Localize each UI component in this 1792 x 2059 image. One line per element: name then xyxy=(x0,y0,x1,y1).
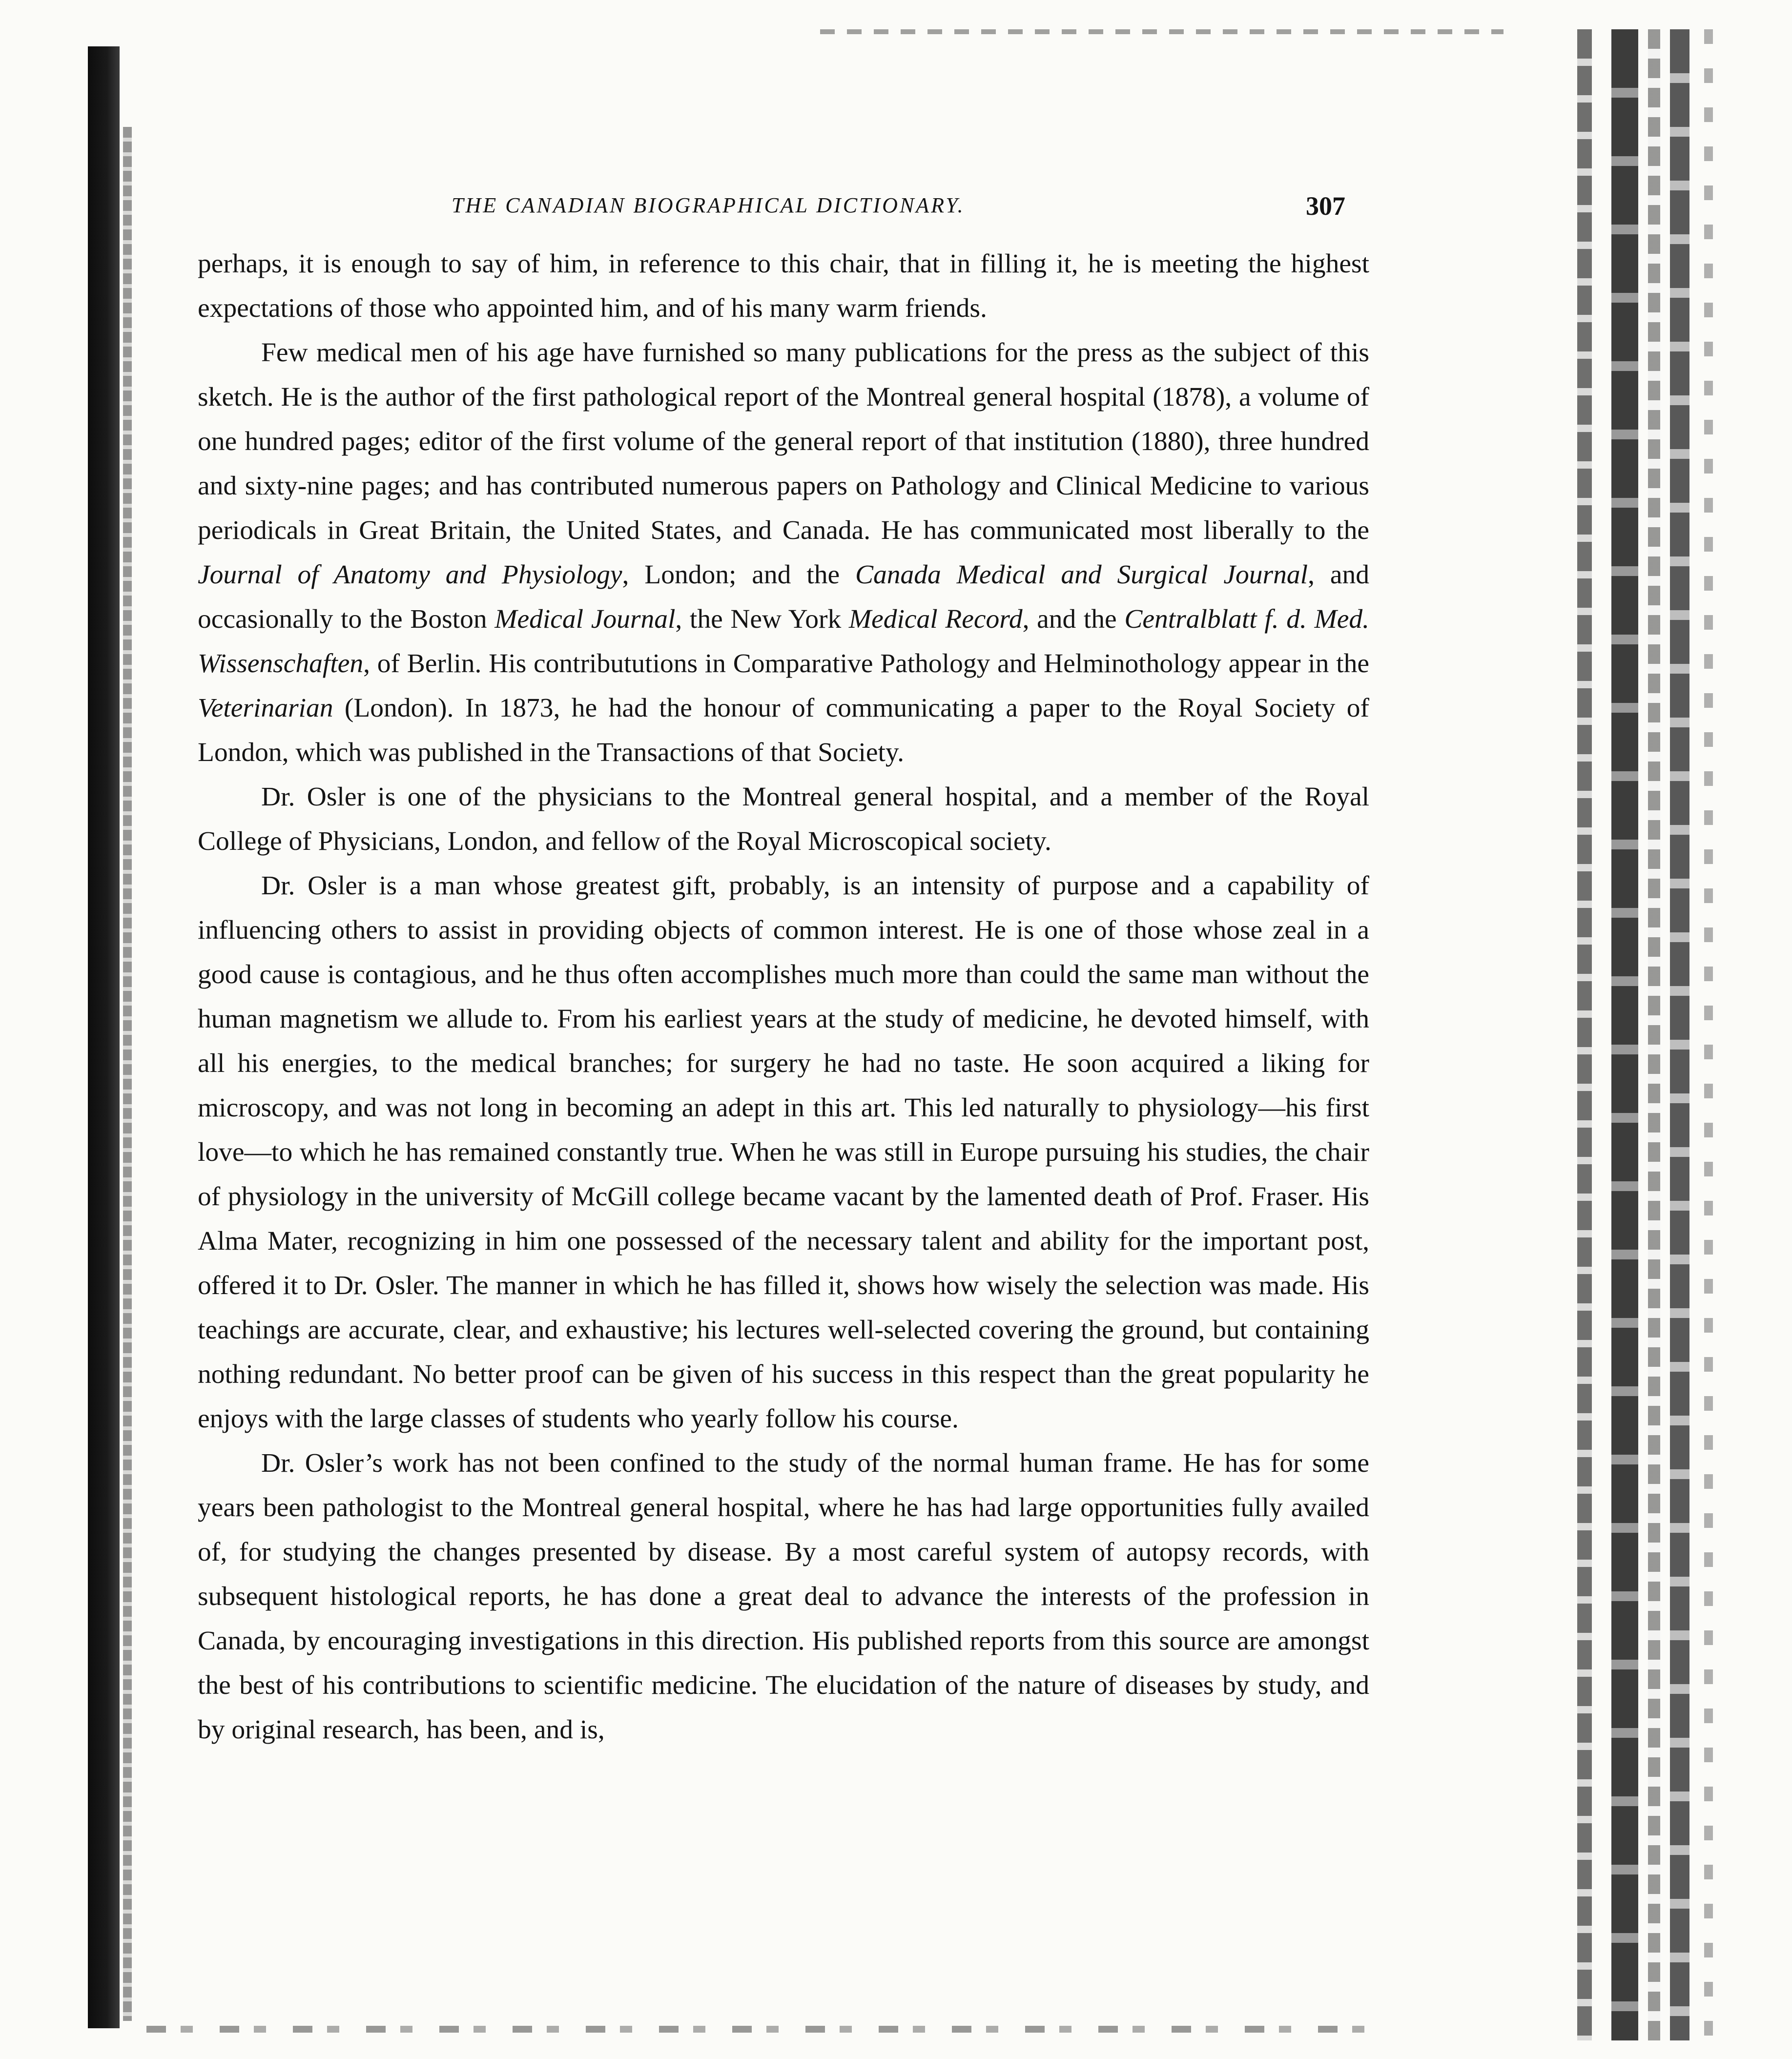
italic-title: Journal of Anatomy and Physiology xyxy=(198,560,622,590)
italic-title: Medical Record xyxy=(848,604,1023,634)
italic-title: Veterinarian xyxy=(198,693,333,723)
text-run: Few medical men of his age have furnished so many publications for the press as the subject of this sketch. He is the author of the first pathological report of the Montreal general hospital (1878), a volume of one hundred pages; editor of the first volume of the general report of that institution (1880), three hundred and sixty-nine pages; and has contributed numerous papers on Pathology and Clinical Medicine to various periodicals in Great Britain, the United States, and Canada. He has communicated most liberally to the xyxy=(198,338,1369,545)
scan-noise-top xyxy=(820,29,1504,34)
italic-title: Canada Medical and Surgical Journal xyxy=(855,560,1308,590)
text-run: (London). In 1873, he had the honour of communicating a paper to the Royal Society of London, which was published in the Transactions of that Society. xyxy=(198,693,1369,767)
running-title: THE CANADIAN BIOGRAPHICAL DICTIONARY. xyxy=(452,193,965,217)
running-head xyxy=(198,193,1369,237)
scan-binding-shadow-left xyxy=(88,46,120,2028)
text-run: , London; and the xyxy=(622,560,855,590)
paragraph xyxy=(198,775,1369,864)
paragraph xyxy=(198,330,1369,775)
scan-binding-noise-left xyxy=(123,127,132,2021)
text-run: , and occasionally to the Boston xyxy=(198,560,1369,634)
text-run: perhaps, it is enough to say of him, in reference to this chair, that in filling it, he is meeting the highest expectations of those who appointed him, and of his many warm friends. xyxy=(198,249,1369,323)
paragraph xyxy=(198,864,1369,1441)
text-run: , and the xyxy=(1022,604,1125,634)
scan-noise-bottom xyxy=(146,2026,1367,2033)
book-page xyxy=(198,193,1369,1752)
body-text xyxy=(198,242,1369,1752)
italic-title: Centralblatt f. d. Med. Wissenschaften xyxy=(198,604,1370,679)
paragraph xyxy=(198,1441,1369,1752)
page-number: 307 xyxy=(1306,191,1345,221)
scan-edge-noise-right xyxy=(1558,29,1792,2040)
text-run: Dr. Osler is a man whose greatest gift, probably, is an intensity of purpose and a capability of influencing others to assist in providing objects of common interest. He is one of those whose zeal in a good cause is contagious, and he thus often accomplishes much more than could the same man without the human magnetism we allude to. From his earliest years at the study of medicine, he devoted himself, with all his energies, to the medical branches; for surgery he had no taste. He soon acquired a liking for microscopy, and was not long in becoming an adept in this art. This led naturally to physiology—his first love—to which he has remained constantly true. When he was still in Europe pursuing his studies, the chair of physiology in the university of McGill college became vacant by the lamented death of Prof. Fraser. His Alma Mater, recognizing in him one possessed of the necessary talent and ability for the important post, offered it to Dr. Osler. The manner in which he has filled it, shows how wisely the selection was made. His teachings are accurate, clear, and exhaustive; his lectures well-selected covering the ground, but containing nothing redundant. No better proof can be given of his success in this respect than the great popularity he enjoys with the large classes of students who yearly follow his course. xyxy=(198,871,1369,1434)
italic-title: Medical Journal xyxy=(494,604,676,634)
text-run: , the New York xyxy=(675,604,849,634)
text-run: Dr. Osler’s work has not been confined to the study of the normal human frame. He has for some years been pathologist to the Montreal general hospital, where he has had large opportunities fully availed of, for studying the changes presented by disease. By a most careful system of autopsy records, with subsequent histological reports, he has done a great deal to advance the interests of the profession in Canada, by encouraging investigations in this direction. His published reports from this source are amongst the best of his contributions to scientific medicine. The elucidation of the nature of diseases by study, and by original research, has been, and is, xyxy=(198,1448,1369,1745)
text-run: Dr. Osler is one of the physicians to the Montreal general hospital, and a member of the Royal College of Physicians, London, and fellow of the Royal Microscopical society. xyxy=(198,782,1369,856)
paragraph xyxy=(198,242,1369,330)
text-run: , of Berlin. His contribututions in Comparative Pathology and Helminothology appear in the xyxy=(363,649,1369,679)
